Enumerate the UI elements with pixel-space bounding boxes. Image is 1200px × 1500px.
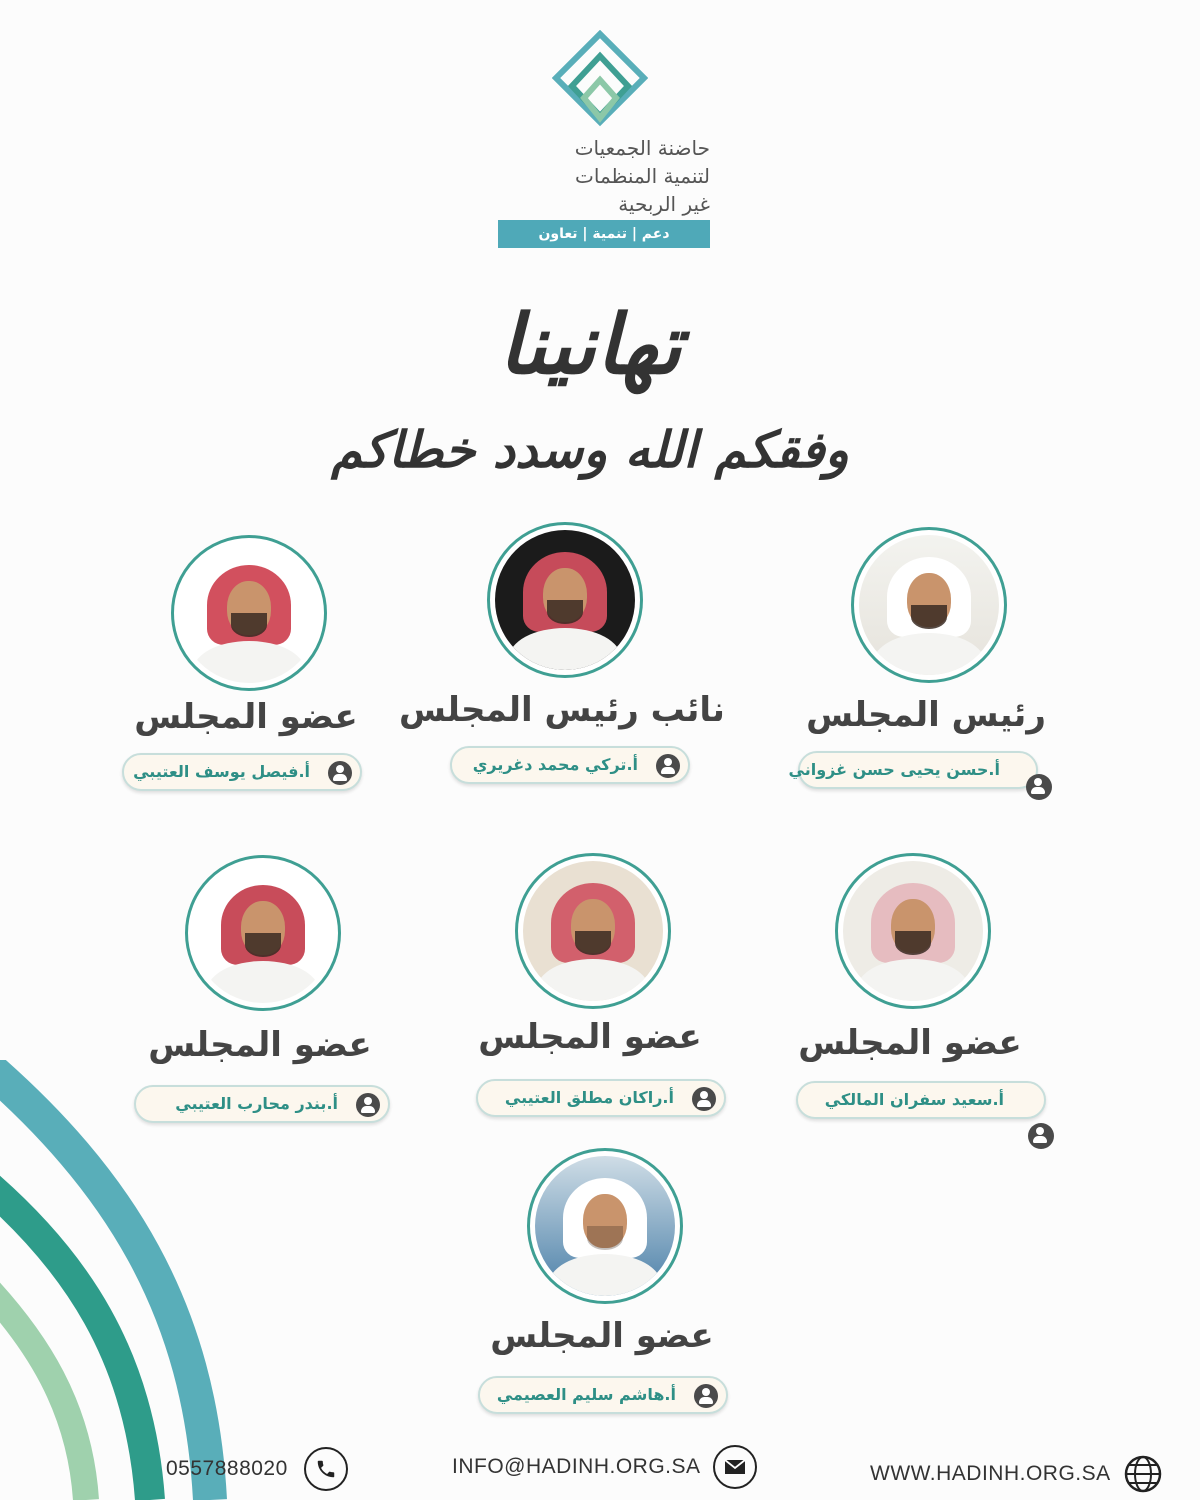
member-card-member (452, 1148, 752, 1438)
organization-logo (480, 30, 720, 250)
headline-congrats: تهانينا (498, 297, 682, 393)
member-role: عضو المجلس (798, 1023, 1022, 1063)
email-address: INFO@HADINH.ORG.SA (452, 1455, 701, 1478)
member-card-chairman (776, 527, 1076, 817)
member-photo (527, 1148, 683, 1304)
member-name: أ.بندر محارب العتيبي (175, 1094, 338, 1113)
user-icon (1026, 774, 1052, 800)
member-name: أ.سعيد سفران المالكي (824, 1090, 1004, 1109)
globe-icon (1121, 1452, 1165, 1496)
website-url: WWW.HADINH.ORG.SA (870, 1462, 1111, 1485)
logo-mark-icon (552, 30, 648, 130)
footer-phone[interactable] (166, 1445, 348, 1493)
member-name-pill (450, 746, 690, 784)
email-icon (713, 1445, 757, 1489)
footer-email[interactable] (452, 1443, 757, 1491)
member-card-member (760, 853, 1060, 1143)
footer-website[interactable] (870, 1450, 1165, 1498)
member-role: عضو المجلس (148, 1025, 372, 1065)
member-photo (835, 853, 991, 1009)
member-photo (185, 855, 341, 1011)
member-photo (171, 535, 327, 691)
member-name: أ.فيصل يوسف العتيبي (133, 762, 310, 781)
user-icon (328, 761, 352, 785)
logo-text-line-3: غير الربحية (618, 192, 710, 216)
logo-text-line-2: لتنمية المنظمات (575, 164, 710, 188)
member-card-member (110, 855, 410, 1145)
member-role: عضو المجلس (478, 1017, 702, 1057)
member-name: أ.حسن يحيى حسن غزواني (788, 760, 1000, 779)
logo-tagline: دعم | تنمية | تعاون (498, 220, 710, 248)
user-icon (1028, 1123, 1054, 1149)
user-icon (692, 1087, 716, 1111)
headline-blessing: وفقكم الله وسدد خطاكم (331, 420, 849, 479)
member-role: عضو المجلس (490, 1316, 714, 1356)
headline (330, 285, 850, 495)
logo-text-line-1: حاضنة الجمعيات (574, 136, 710, 160)
user-icon (656, 754, 680, 778)
member-name: أ.راكان مطلق العتيبي (504, 1088, 674, 1107)
member-name-pill (134, 1085, 390, 1123)
user-icon (356, 1093, 380, 1117)
member-name-pill (796, 1081, 1046, 1119)
phone-number: 0557888020 (166, 1457, 288, 1480)
member-name-pill (478, 1376, 728, 1414)
member-photo (487, 522, 643, 678)
user-icon (694, 1384, 718, 1408)
member-name: أ.تركي محمد دغريري (472, 755, 638, 774)
member-name-pill (122, 753, 362, 791)
member-card-member (440, 853, 740, 1143)
member-role: نائب رئيس المجلس (399, 690, 725, 730)
member-name-pill (476, 1079, 726, 1117)
member-role: رئيس المجلس (806, 695, 1046, 735)
member-name-pill (788, 751, 1038, 789)
member-card-vice-chairman (399, 522, 725, 812)
member-role: عضو المجلس (134, 697, 358, 737)
member-photo (515, 853, 671, 1009)
member-name: أ.هاشم سليم العصيمي (496, 1385, 676, 1404)
member-card-member (96, 535, 396, 825)
member-photo (851, 527, 1007, 683)
phone-icon (304, 1447, 348, 1491)
